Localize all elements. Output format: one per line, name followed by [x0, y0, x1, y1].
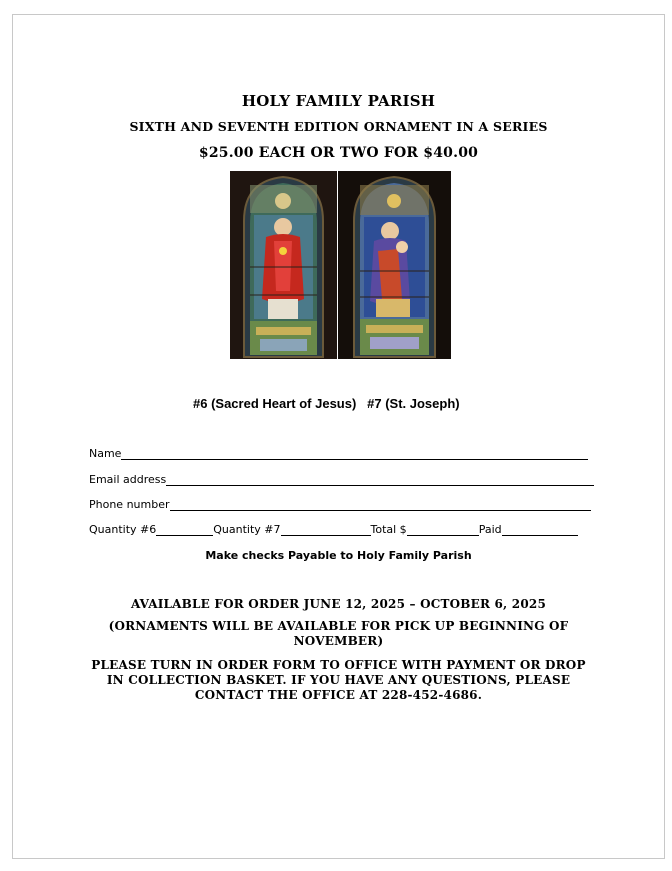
quantity7-label: Quantity #7 — [213, 523, 281, 536]
phone-field[interactable] — [170, 499, 591, 511]
instructions: PLEASE TURN IN ORDER FORM TO OFFICE WITH PAYMENT OR DROP IN COLLECTION BASKET. IF YOU HAVE ANY QUESTIONS, PLEASE CONTACT THE OFFICE AT 228-452-4686. — [91, 658, 586, 702]
st-joseph-window-image — [338, 171, 451, 359]
quantity6-label: Quantity #6 — [89, 523, 157, 536]
quantity-row — [89, 523, 578, 536]
ornament-caption: #6 (Sacred Heart of Jesus) #7 (St. Joseph) — [193, 396, 460, 411]
paid-field[interactable] — [502, 524, 578, 536]
name-label: Name — [89, 447, 122, 460]
name-field[interactable] — [121, 448, 588, 460]
email-label: Email address — [89, 473, 167, 486]
page-title: HOLY FAMILY PARISH — [241, 92, 436, 110]
checks-note: Make checks Payable to Holy Family Parish — [205, 549, 472, 562]
phone-label: Phone number — [89, 498, 170, 511]
email-row — [89, 473, 594, 486]
price-line: $25.00 EACH OR TWO FOR $40.00 — [198, 145, 479, 161]
page-subtitle: SIXTH AND SEVENTH EDITION ORNAMENT IN A SERIES — [129, 119, 548, 134]
availability-dates: AVAILABLE FOR ORDER JUNE 12, 2025 – OCTOBER 6, 2025 — [130, 597, 547, 611]
paid-label: Paid — [478, 523, 502, 536]
email-field[interactable] — [166, 474, 594, 486]
pickup-note: (ORNAMENTS WILL BE AVAILABLE FOR PICK UP BEGINNING OF NOVEMBER) — [108, 619, 569, 648]
quantity7-field[interactable] — [281, 524, 371, 536]
total-label: Total $ — [370, 523, 407, 536]
name-row — [89, 447, 588, 460]
sacred-heart-window-image — [230, 171, 337, 359]
document-page — [12, 14, 665, 859]
quantity6-field[interactable] — [156, 524, 213, 536]
total-field[interactable] — [407, 524, 479, 536]
phone-row — [89, 498, 591, 511]
